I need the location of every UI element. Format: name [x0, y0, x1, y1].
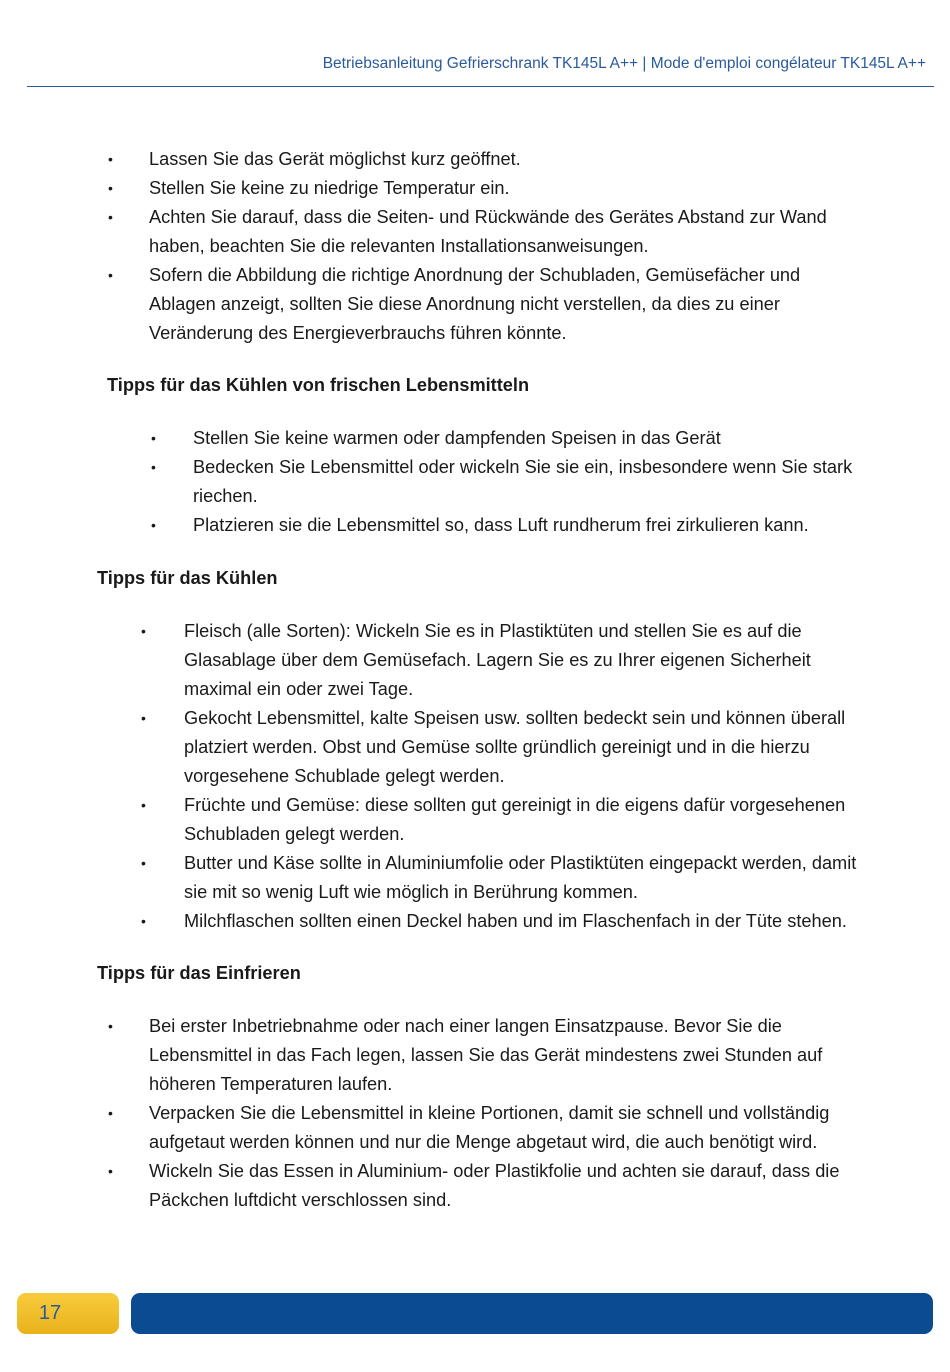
list-item-text: Lassen Sie das Gerät möglichst kurz geöffnet.: [149, 149, 521, 169]
bullet-icon: •: [108, 267, 113, 283]
bullet-icon: •: [141, 623, 146, 639]
cooling-fresh-food-list: [150, 424, 910, 540]
bullet-icon: •: [108, 1105, 113, 1121]
bullet-icon: •: [108, 180, 113, 196]
freezing-list: [107, 1012, 907, 1215]
bullet-icon: •: [108, 151, 113, 167]
list-item: [140, 791, 892, 849]
list-item-text: Bei erster Inbetriebnahme oder nach einer langen Einsatzpause. Bevor Sie die Lebensmittel in das Fach legen, lassen Sie das Gerät mindestens zwei Stunden auf höheren Temperaturen laufen.: [149, 1016, 823, 1094]
bullet-icon: •: [151, 430, 156, 446]
bullet-icon: •: [151, 517, 156, 533]
bullet-icon: •: [151, 459, 156, 475]
list-item: [107, 1157, 887, 1215]
list-item-text: Früchte und Gemüse: diese sollten gut gereinigt in die eigens dafür vorgesehenen Schubladen gelegt werden.: [184, 795, 846, 844]
list-item-text: Stellen Sie keine zu niedrige Temperatur ein.: [149, 178, 510, 198]
list-item-text: Wickeln Sie das Essen in Aluminium- oder Plastikfolie und achten sie darauf, dass die Päckchen luftdicht verschlossen sind.: [149, 1161, 840, 1210]
list-item-text: Sofern die Abbildung die richtige Anordnung der Schubladen, Gemüsefächer und Ablagen anzeigt, sollten Sie diese Anordnung nicht verstellen, da dies zu einer Veränderung des Energieverbrauchs führen könnte.: [149, 265, 801, 343]
list-item: [150, 424, 853, 453]
page-number: 17: [38, 1302, 62, 1324]
heading-cooling: Tipps für das Kühlen: [97, 568, 278, 588]
heading-cooling-fresh-food: Tipps für das Kühlen von frischen Lebensmitteln: [107, 375, 530, 395]
list-item: [150, 453, 853, 511]
list-item-text: Verpacken Sie die Lebensmittel in kleine Portionen, damit sie schnell und vollständig aufgetaut werden können und nur die Menge abgetaut wird, die auch benötigt wird.: [149, 1103, 830, 1152]
bullet-icon: •: [108, 1018, 113, 1034]
list-item-text: Butter und Käse sollte in Aluminiumfolie oder Plastiktüten eingepackt werden, damit sie mit so wenig Luft wie möglich in Berührung kommen.: [184, 853, 857, 902]
list-item: [140, 849, 864, 907]
bullet-icon: •: [108, 209, 113, 225]
list-item-text: Milchflaschen sollten einen Deckel haben und im Flaschenfach in der Tüte stehen.: [184, 911, 847, 931]
list-item: [107, 203, 877, 261]
bullet-icon: •: [141, 855, 146, 871]
list-item-text: Fleisch (alle Sorten): Wickeln Sie es in Plastiktüten und stellen Sie es auf die Glasablage über dem Gemüsefach. Lagern Sie es zu Ihrer eigenen Sicherheit maximal ein oder zwei Tage.: [184, 621, 811, 699]
list-item-text: Bedecken Sie Lebensmittel oder wickeln Sie sie ein, insbesondere wenn Sie stark riechen.: [193, 457, 853, 506]
page-header: [323, 55, 926, 73]
page-number-badge: [17, 1293, 119, 1334]
list-item-text: Achten Sie darauf, dass die Seiten- und Rückwände des Gerätes Abstand zur Wand haben, beachten Sie die relevanten Installationsanweisungen.: [149, 207, 827, 256]
list-item-text: Stellen Sie keine warmen oder dampfenden Speisen in das Gerät: [193, 428, 721, 448]
list-item: [107, 145, 897, 174]
heading-freezing: Tipps für das Einfrieren: [97, 963, 301, 983]
list-item: [107, 1099, 881, 1157]
bullet-icon: •: [108, 1163, 113, 1179]
bullet-icon: •: [141, 797, 146, 813]
list-item: [140, 907, 896, 936]
header-rule: [27, 86, 934, 87]
header-title-de: Betriebsanleitung Gefrierschrank TK145L A++: [322, 55, 639, 72]
footer-bar: [131, 1293, 933, 1334]
header-title-fr: Mode d'emploi congélateur TK145L A++: [650, 55, 926, 72]
header-separator: |: [642, 55, 647, 72]
list-item: [107, 261, 855, 348]
list-item: [107, 174, 897, 203]
list-item-text: Gekocht Lebensmittel, kalte Speisen usw. sollten bedeckt sein und können überall platziert werden. Obst und Gemüse sollte gründlich gereinigt und in die hierzu vorgesehene Schublade gelegt werden.: [184, 708, 846, 786]
bullet-icon: •: [141, 710, 146, 726]
list-item: [140, 617, 864, 704]
list-item: [150, 511, 893, 540]
list-item: [107, 1012, 867, 1099]
cooling-list: [140, 617, 930, 936]
list-item-text: Platzieren sie die Lebensmittel so, dass Luft rundherum frei zirkulieren kann.: [193, 515, 809, 535]
general-tips-list: [107, 145, 897, 348]
list-item: [140, 704, 892, 791]
bullet-icon: •: [141, 913, 146, 929]
